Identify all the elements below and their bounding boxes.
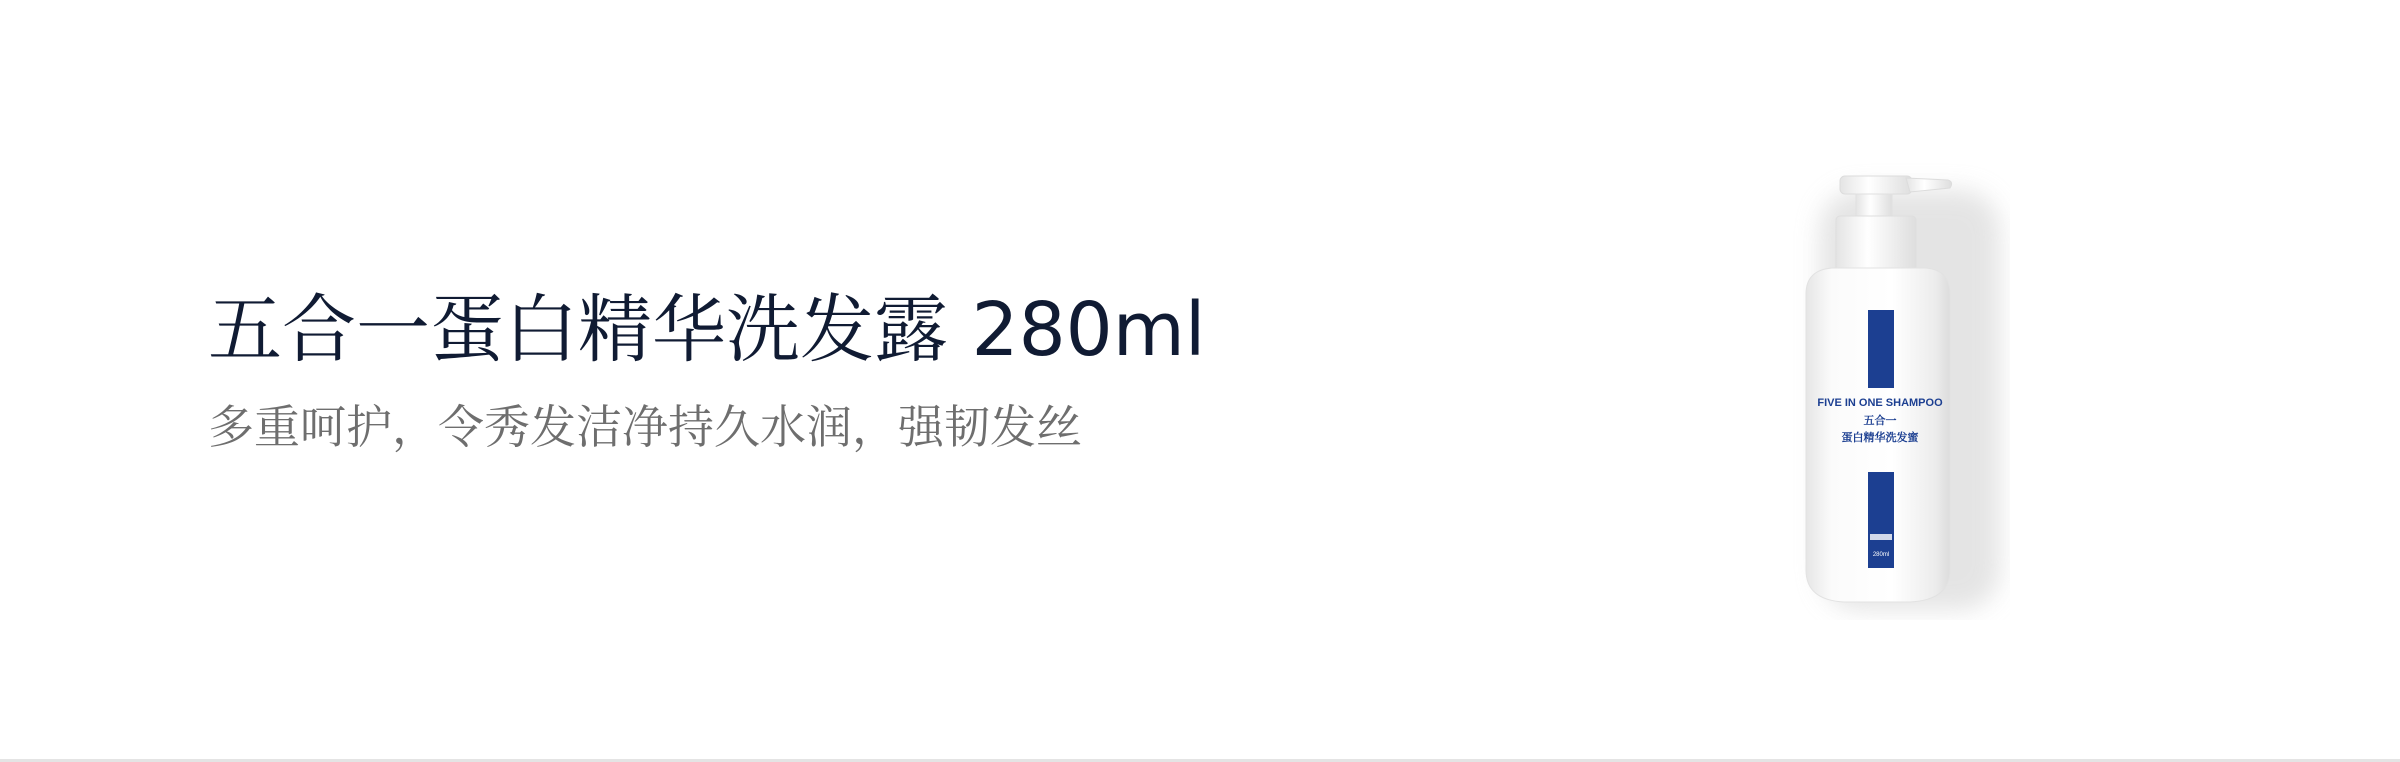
- label-chinese-line2: 蛋白精华洗发蜜: [1841, 431, 1919, 444]
- product-title: 五合一蛋白精华洗发露 280ml: [208, 287, 1206, 373]
- label-chinese-line1: 五合一: [1863, 414, 1897, 427]
- label-volume: 280ml: [1872, 552, 1890, 558]
- label-small-badge: [1870, 534, 1892, 540]
- label-stripe-top: [1868, 310, 1894, 388]
- banner-text: [208, 286, 1205, 456]
- label-english: FIVE IN ONE SHAMPOO: [1817, 397, 1943, 409]
- product-subtitle: 多重呵护，令秀发洁净持久水润，强韧发丝: [208, 400, 1082, 454]
- shampoo-bottle-illustration: [1760, 160, 2010, 620]
- product-image: [1760, 160, 2010, 620]
